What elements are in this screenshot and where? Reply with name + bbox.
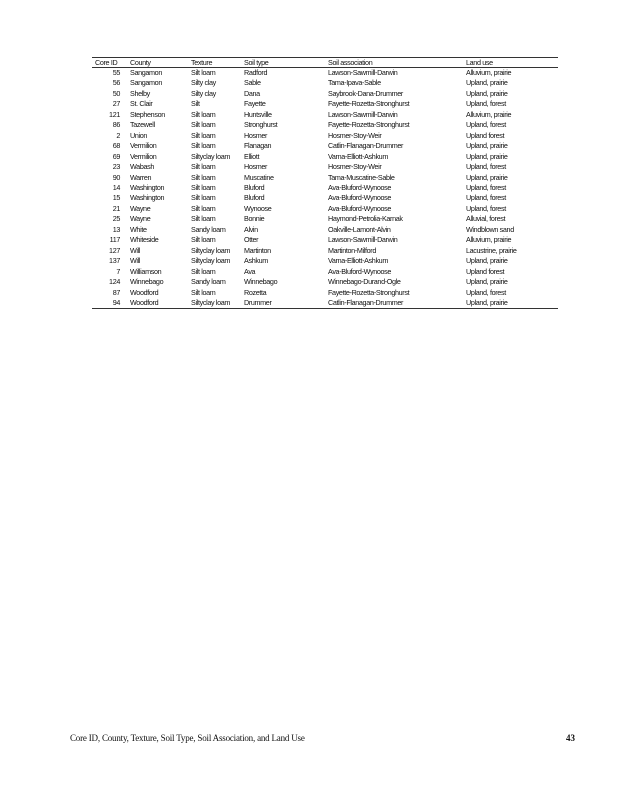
cell-county: Woodford — [130, 287, 159, 297]
table-row — [92, 214, 558, 224]
cell-land-use: Upland, prairie — [466, 298, 558, 309]
cell-soil-association: Fayette-Rozetta-Stronghurst — [328, 120, 410, 130]
cell-core-id: 117 — [109, 235, 120, 245]
cell-texture: Silt loam — [191, 235, 216, 245]
cell-soil-association: Martinton-Milford — [328, 245, 376, 255]
table-row — [92, 225, 558, 235]
cell-land-use: Upland, prairie — [466, 151, 508, 161]
cell-soil-association: Varna-Elliott-Ashkum — [328, 256, 388, 266]
cell-county: Washington — [130, 182, 165, 192]
table-row — [92, 78, 558, 88]
cell-land-use: Alluvium, prairie — [466, 235, 512, 245]
table-row — [92, 120, 558, 130]
cell-soil-association: Haymond-Petrolia-Karnak — [328, 214, 403, 224]
table-row — [92, 256, 558, 266]
cell-soil-association: Lawson-Sawmill-Darwin — [328, 235, 398, 245]
cell-core-id: 69 — [112, 151, 120, 161]
cell-soil-type: Alvin — [244, 224, 258, 234]
cell-soil-type: Bluford — [244, 182, 265, 192]
cell-core-id: 14 — [112, 182, 120, 192]
cell-land-use: Upland, prairie — [466, 172, 508, 182]
cell-texture: Silt loam — [191, 68, 216, 77]
cell-texture: Sandy loam — [191, 224, 226, 234]
cell-core-id: 90 — [112, 172, 120, 182]
cell-soil-type: Flanagan — [244, 141, 272, 151]
cell-county: Vermilion — [130, 141, 157, 151]
cell-soil-type: Winnebago — [244, 277, 278, 287]
cell-county: Shelby — [130, 88, 150, 98]
table-row — [92, 183, 558, 193]
cell-soil-association: Ava-Bluford-Wynoose — [328, 193, 392, 203]
header-land-use: Land use — [466, 58, 558, 68]
table-row — [92, 141, 558, 151]
cell-county: Stephenson — [130, 109, 165, 119]
table-row — [92, 89, 558, 99]
cell-core-id: 27 — [112, 99, 120, 109]
cell-core-id: 2 — [116, 130, 120, 140]
cell-county: Warren — [130, 172, 152, 182]
table-row — [92, 110, 558, 120]
cell-soil-association: Fayette-Rozetta-Stronghurst — [328, 99, 410, 109]
cell-county: Sangamon — [130, 78, 162, 88]
cell-core-id: 13 — [112, 224, 120, 234]
cell-land-use: Upland, forest — [466, 162, 506, 172]
cell-core-id: 56 — [112, 78, 120, 88]
cell-soil-type: Bonnie — [244, 214, 265, 224]
cell-soil-association: Oakville-Lamont-Alvin — [328, 224, 391, 234]
cell-county: Wabash — [130, 162, 154, 172]
cell-core-id: 127 — [109, 245, 120, 255]
cell-texture: Silt loam — [191, 287, 216, 297]
cell-texture: Sandy loam — [191, 277, 226, 287]
cell-land-use: Upland, prairie — [466, 256, 508, 266]
cell-texture: Silty clay — [191, 88, 216, 98]
cell-core-id: 23 — [112, 162, 120, 172]
cell-texture: Siltyclay loam — [191, 298, 244, 309]
table-row — [92, 68, 558, 79]
soil-core-table — [92, 57, 558, 309]
table-row — [92, 246, 558, 256]
cell-core-id: 7 — [116, 266, 120, 276]
header-core-id: Core ID — [92, 58, 130, 68]
cell-county: Whiteside — [130, 235, 159, 245]
table-row — [92, 235, 558, 245]
cell-county: Wayne — [130, 214, 151, 224]
cell-texture: Silt loam — [191, 266, 216, 276]
cell-land-use: Alluvium, prairie — [466, 109, 512, 119]
cell-soil-type: Otter — [244, 235, 259, 245]
cell-county: Tazewell — [130, 120, 155, 130]
header-county: County — [130, 58, 191, 68]
cell-soil-association: Catlin-Flanagan-Drummer — [328, 141, 404, 151]
cell-soil-type: Muscatine — [244, 172, 274, 182]
cell-land-use: Upland, prairie — [466, 78, 508, 88]
cell-county: White — [130, 224, 147, 234]
cell-soil-type: Rozetta — [244, 287, 267, 297]
cell-soil-type: Martinton — [244, 245, 271, 255]
cell-land-use: Upland, prairie — [466, 141, 508, 151]
cell-land-use: Upland, prairie — [466, 277, 508, 287]
page-number: 43 — [566, 733, 575, 743]
table-row — [92, 99, 558, 109]
cell-core-id: 121 — [109, 109, 120, 119]
table-row — [92, 162, 558, 172]
cell-core-id: 68 — [112, 141, 120, 151]
table-row — [92, 173, 558, 183]
cell-county: St. Clair — [130, 99, 153, 109]
cell-soil-association: Lawson-Sawmill-Darwin — [328, 68, 398, 77]
cell-texture: Silt loam — [191, 172, 216, 182]
cell-core-id: 137 — [109, 256, 120, 266]
cell-texture: Silt loam — [191, 120, 216, 130]
cell-soil-association: Saybrook-Dana-Drummer — [328, 88, 403, 98]
cell-texture: Silt loam — [191, 141, 216, 151]
table-header-row — [92, 58, 558, 68]
cell-soil-association: Fayette-Rozetta-Stronghurst — [328, 287, 410, 297]
cell-county: Will — [130, 256, 141, 266]
header-texture: Texture — [191, 58, 244, 68]
cell-soil-type: Huntsville — [244, 109, 272, 119]
cell-soil-association: Ava-Bluford-Wynoose — [328, 203, 392, 213]
cell-land-use: Windblown sand — [466, 224, 514, 234]
cell-core-id: 15 — [112, 193, 120, 203]
cell-soil-type: Stronghurst — [244, 120, 278, 130]
cell-core-id: 124 — [109, 277, 120, 287]
cell-texture: Siltyclay loam — [191, 151, 231, 161]
cell-texture: Silt loam — [191, 109, 216, 119]
cell-county: Wayne — [130, 203, 151, 213]
cell-texture: Siltyclay loam — [191, 256, 231, 266]
cell-texture: Silt loam — [191, 182, 216, 192]
table-row — [92, 152, 558, 162]
cell-land-use: Alluvial, forest — [466, 214, 506, 224]
cell-soil-type: Fayette — [244, 99, 266, 109]
cell-texture: Silt loam — [191, 162, 216, 172]
cell-texture: Silt loam — [191, 193, 216, 203]
cell-county: Union — [130, 130, 148, 140]
table-row — [92, 277, 558, 287]
cell-soil-association: Tama-Muscatine-Sable — [328, 172, 395, 182]
cell-county: Williamson — [130, 266, 162, 276]
cell-county: Winnebago — [130, 277, 164, 287]
header-soil-type: Soil type — [244, 58, 328, 68]
cell-land-use: Alluvium, prairie — [466, 68, 512, 77]
cell-core-id: 94 — [92, 298, 130, 309]
table-row — [92, 288, 558, 298]
table-body — [92, 68, 558, 309]
cell-soil-type: Hosmer — [244, 162, 268, 172]
cell-soil-type: Ava — [244, 266, 256, 276]
cell-land-use: Upland forest — [466, 130, 505, 140]
cell-texture: Siltyclay loam — [191, 245, 231, 255]
cell-soil-association: Varna-Elliott-Ashkum — [328, 151, 388, 161]
cell-soil-type: Radford — [244, 68, 268, 77]
header-soil-association: Soil association — [328, 58, 466, 68]
cell-land-use: Upland, prairie — [466, 88, 508, 98]
cell-county: Sangamon — [130, 68, 162, 77]
cell-land-use: Upland, forest — [466, 99, 506, 109]
cell-core-id: 21 — [112, 203, 120, 213]
cell-soil-type: Bluford — [244, 193, 265, 203]
cell-texture: Silt loam — [191, 130, 216, 140]
cell-land-use: Upland, forest — [466, 120, 506, 130]
cell-soil-type: Wynoose — [244, 203, 272, 213]
cell-core-id: 86 — [112, 120, 120, 130]
table-row — [92, 193, 558, 203]
cell-land-use: Upland, forest — [466, 182, 506, 192]
cell-texture: Silty clay — [191, 78, 216, 88]
cell-soil-association: Catlin-Flanagan-Drummer — [328, 298, 466, 309]
cell-soil-association: Tama-Ipava-Sable — [328, 78, 381, 88]
table-caption: Core ID, County, Texture, Soil Type, Soil Association, and Land Use — [70, 733, 305, 743]
cell-soil-association: Winnebago-Durand-Ogle — [328, 277, 401, 287]
table-row — [92, 131, 558, 141]
cell-soil-type: Sable — [244, 78, 261, 88]
cell-county: Washington — [130, 193, 165, 203]
cell-soil-type: Elliott — [244, 151, 260, 161]
cell-texture: Silt — [191, 99, 200, 109]
cell-texture: Silt loam — [191, 214, 216, 224]
cell-soil-type: Dana — [244, 88, 260, 98]
cell-soil-type: Drummer — [244, 298, 328, 309]
cell-land-use: Upland, forest — [466, 193, 506, 203]
cell-land-use: Lacustrine, prairie — [466, 245, 517, 255]
table-row — [92, 267, 558, 277]
cell-soil-association: Lawson-Sawmill-Darwin — [328, 109, 398, 119]
cell-core-id: 87 — [112, 287, 120, 297]
cell-soil-type: Hosmer — [244, 130, 268, 140]
cell-core-id: 50 — [112, 88, 120, 98]
cell-land-use: Upland forest — [466, 266, 505, 276]
cell-soil-association: Hosmer-Stoy-Weir — [328, 162, 382, 172]
cell-soil-type: Ashkum — [244, 256, 268, 266]
cell-county: Will — [130, 245, 141, 255]
cell-county: Vermilion — [130, 151, 157, 161]
cell-core-id: 55 — [112, 68, 120, 77]
cell-county: Woodford — [130, 298, 191, 309]
table-row — [92, 298, 558, 309]
cell-core-id: 25 — [112, 214, 120, 224]
cell-land-use: Upland, forest — [466, 203, 506, 213]
table-row — [92, 204, 558, 214]
cell-soil-association: Hosmer-Stoy-Weir — [328, 130, 382, 140]
cell-texture: Silt loam — [191, 203, 216, 213]
cell-soil-association: Ava-Bluford-Wynoose — [328, 266, 392, 276]
cell-soil-association: Ava-Bluford-Wynoose — [328, 182, 392, 192]
cell-land-use: Upland, forest — [466, 287, 506, 297]
